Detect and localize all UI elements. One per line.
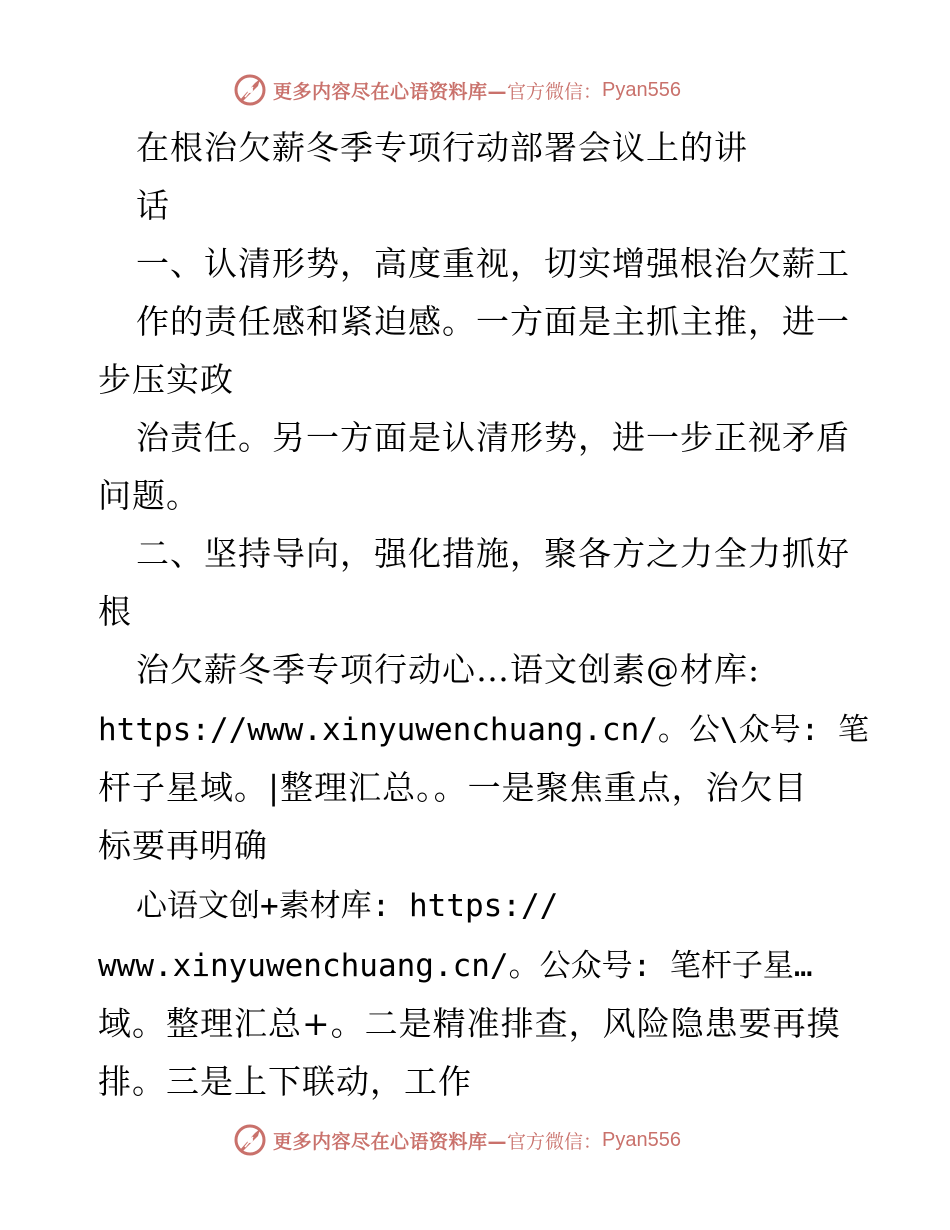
- paragraph-line: 杆子星域。|整理汇总。。一是聚焦重点，治欠目: [98, 768, 808, 807]
- banner-wechat-id: Pyan556: [602, 78, 681, 101]
- document-title-line-2: 话: [136, 186, 170, 225]
- paragraph-line: https://www.xinyuwenchuang.cn/。公\众号: 笔: [98, 712, 869, 748]
- banner-wechat-label: 官方微信：: [507, 1130, 603, 1153]
- footer-banner: [233, 1120, 753, 1160]
- paragraph-line: 治欠薪冬季专项行动心…语文创素@材库:: [136, 650, 761, 689]
- paragraph-line: 排。三是上下联动，工作: [98, 1062, 472, 1101]
- document-title-line-1: 在根治欠薪冬季专项行动部署会议上的讲: [136, 128, 748, 167]
- paragraph-line: 心语文创+素材库: https://: [136, 888, 559, 924]
- header-banner: [233, 70, 753, 110]
- quill-pen-logo-icon: [233, 73, 267, 107]
- paragraph-line: 根: [98, 592, 132, 631]
- paragraph-line: 标要再明确: [98, 826, 268, 865]
- paragraph-line: 作的责任感和紧迫感。一方面是主抓主推，进一: [136, 302, 850, 341]
- banner-wechat-id: Pyan556: [602, 1128, 681, 1151]
- banner-text: 更多内容尽在心语资料库—: [273, 1130, 508, 1153]
- quill-pen-logo-icon: [233, 1123, 267, 1157]
- paragraph-line: 问题。: [98, 476, 200, 515]
- banner-wechat-label: 官方微信：: [507, 80, 603, 103]
- banner-text: 更多内容尽在心语资料库—: [273, 80, 508, 103]
- paragraph-line: 二、坚持导向，强化措施，聚各方之力全力抓好: [136, 534, 850, 573]
- paragraph-line: 步压实政: [98, 360, 234, 399]
- paragraph-line: 域。整理汇总+。二是精准排查，风险隐患要再摸: [98, 1004, 841, 1043]
- paragraph-line: 一、认清形势，高度重视，切实增强根治欠薪工: [136, 244, 850, 283]
- paragraph-line: 治责任。另一方面是认清形势，进一步正视矛盾: [136, 418, 850, 457]
- paragraph-line: www.xinyuwenchuang.cn/。公众号: 笔杆子星…: [98, 948, 813, 984]
